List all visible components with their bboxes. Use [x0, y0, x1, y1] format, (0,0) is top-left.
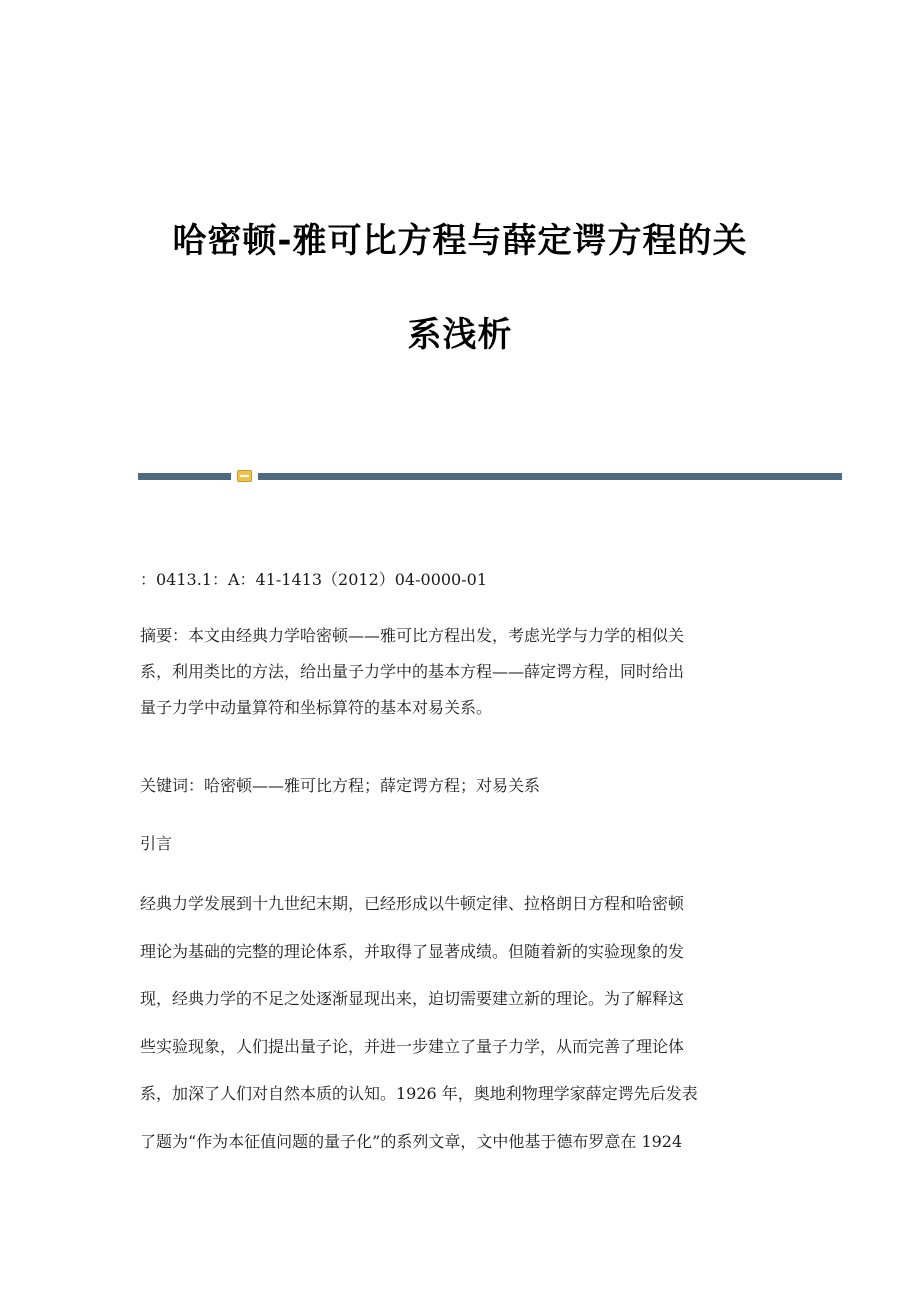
divider-bar-right [258, 473, 842, 480]
divider-bar-left [138, 473, 231, 480]
abstract-line: 摘要：本文由经典力学哈密顿——雅可比方程出发，考虑光学与力学的相似关 [140, 626, 685, 645]
title-divider [138, 470, 842, 482]
intro-heading: 引言 [140, 834, 173, 853]
body-paragraph [140, 880, 780, 1165]
body-line: 些实验现象，人们提出量子论，并进一步建立了量子力学，从而完善了理论体 [140, 1036, 685, 1056]
body-line: 经典力学发展到十九世纪末期，已经形成以牛顿定律、拉格朗日方程和哈密顿 [140, 894, 685, 913]
divider-ornament-icon [237, 470, 252, 482]
body-line: 了题为“作为本征值问题的量子化”的系列文章，文中他基于德布罗意在 1924 [140, 1131, 683, 1151]
body-line: 现，经典力学的不足之处逐渐显现出来，迫切需要建立新的理论。为了解释这 [140, 989, 685, 1008]
document-title-line-1: 哈密顿-雅可比方程与薛定谔方程的关 [172, 221, 748, 261]
body-line: 理论为基础的完整的理论体系，并取得了显著成绩。但随着新的实验现象的发 [140, 941, 685, 961]
abstract-paragraph [140, 618, 780, 726]
abstract-line: 系，利用类比的方法，给出量子力学中的基本方程——薛定谔方程，同时给出 [140, 662, 685, 681]
keywords-line: 关键词：哈密顿——雅可比方程；薛定谔方程；对易关系 [140, 776, 541, 795]
document-title-line-2: 系浅析 [407, 315, 513, 355]
abstract-line: 量子力学中动量算符和坐标算符的基本对易关系。 [140, 698, 493, 717]
body-line: 系，加深了人们对自然本质的认知。1926 年，奥地利物理学家薛定谔先后发表 [140, 1084, 698, 1103]
classification-line: ：0413.1：A：41-1413（2012）04-0000-01 [140, 570, 487, 589]
